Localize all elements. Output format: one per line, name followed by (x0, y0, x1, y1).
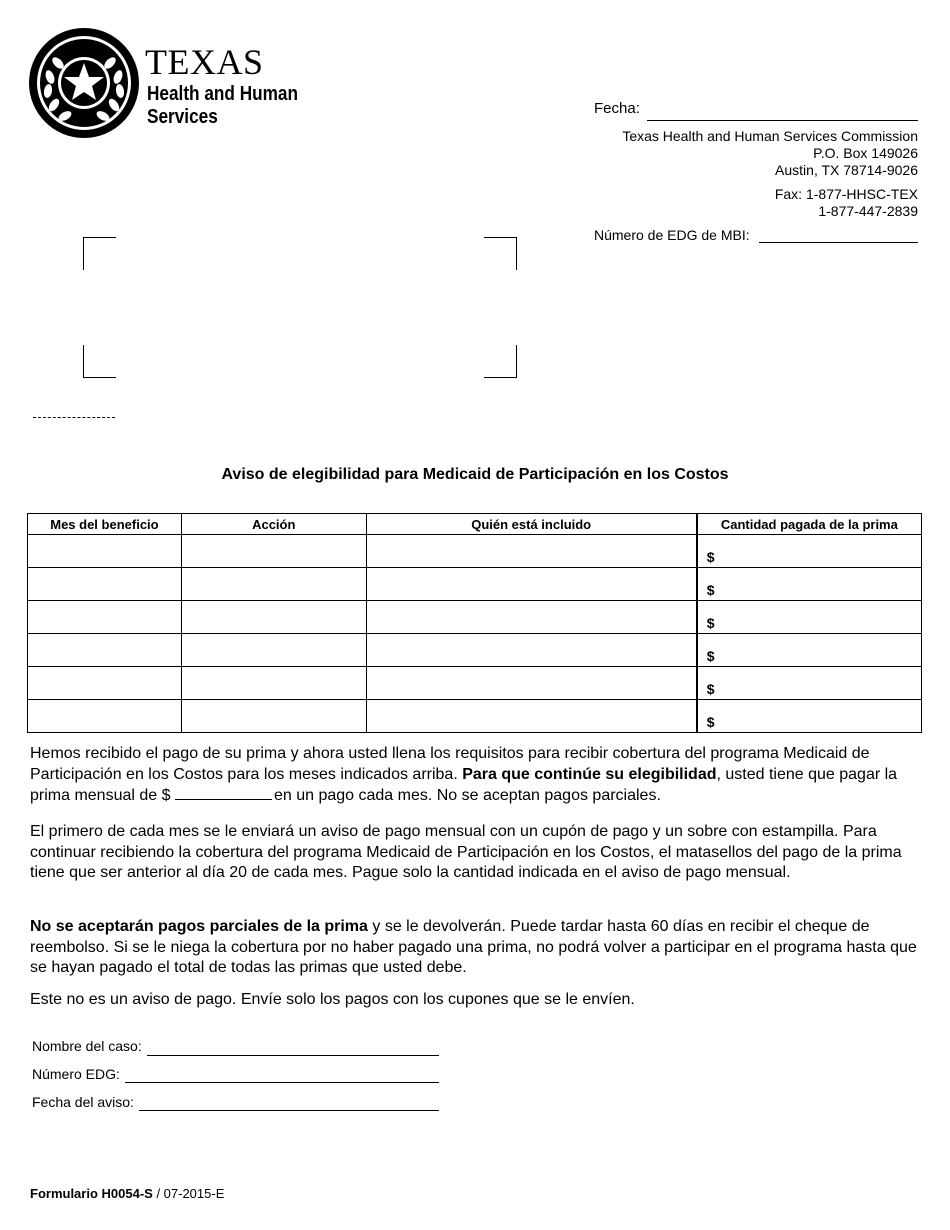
logo-subtitle-line2: Services (147, 106, 218, 128)
paragraph-partial-payments (30, 917, 925, 979)
return-address (622, 128, 918, 179)
table-cell[interactable] (181, 568, 366, 601)
window-corner-top-left (83, 237, 116, 270)
table-cell[interactable] (181, 700, 366, 733)
texas-hhs-seal-icon (28, 27, 140, 139)
form-number-bold: Formulario H0054-S (30, 1186, 153, 1201)
page-title: Aviso de elegibilidad para Medicaid de Participación en los Costos (221, 466, 729, 483)
window-corner-bottom-right (484, 345, 517, 378)
logo-subtitle (147, 83, 298, 129)
premium-amount-cell[interactable]: $ (697, 568, 922, 601)
table-cell[interactable] (366, 667, 697, 700)
form-version: / 07-2015-E (152, 1186, 225, 1201)
table-cell[interactable] (28, 700, 182, 733)
form-number (30, 1186, 224, 1201)
edg-number-field-line[interactable] (125, 1082, 439, 1083)
table-cell[interactable] (28, 634, 182, 667)
edg-number-label: Número EDG: (32, 1066, 120, 1082)
phone-line: 1-877-447-2839 (818, 203, 918, 219)
table-cell[interactable] (366, 535, 697, 568)
paragraph-text: en un pago cada mes. No se aceptan pagos parciales. (273, 787, 661, 804)
table-cell[interactable] (28, 568, 182, 601)
fold-mark (33, 417, 115, 418)
table-cell[interactable] (181, 601, 366, 634)
column-header-who-included: Quién está incluido (366, 514, 697, 535)
case-name-field-line[interactable] (147, 1055, 439, 1056)
column-header-action: Acción (181, 514, 366, 535)
address-line: P.O. Box 149026 (813, 145, 918, 161)
table-row (28, 634, 922, 667)
paragraph-text: , usted tiene que pagar la prima mensual de $ (30, 765, 898, 804)
premium-amount-cell[interactable]: $ (697, 601, 922, 634)
premium-amount-cell[interactable]: $ (697, 634, 922, 667)
window-corner-bottom-left (83, 345, 116, 378)
premium-amount-blank[interactable] (175, 785, 272, 800)
edg-mbi-field-line[interactable] (759, 242, 918, 243)
notice-date-field-line[interactable] (139, 1110, 439, 1111)
paragraph-bold-text: No se aceptarán pagos parciales de la prima (30, 918, 368, 935)
table-cell[interactable] (181, 634, 366, 667)
address-line: Austin, TX 78714-9026 (775, 162, 918, 178)
table-row (28, 535, 922, 568)
table-cell[interactable] (181, 535, 366, 568)
address-line: Texas Health and Human Services Commission (622, 128, 918, 144)
date-label: Fecha: (594, 100, 640, 117)
table-row (28, 601, 922, 634)
table-row (28, 700, 922, 733)
date-field-line[interactable] (647, 120, 918, 121)
paragraph-eligibility (30, 744, 925, 807)
table-cell[interactable] (366, 634, 697, 667)
paragraph-text: Hemos recibido el pago de su prima y ahora usted llena los requisitos para recibir cobertura del programa Medicaid de Participación en los Costos para los meses indicados arriba. (30, 745, 870, 783)
column-header-benefit-month: Mes del beneficio (28, 514, 182, 535)
table-cell[interactable] (181, 667, 366, 700)
premium-amount-cell[interactable]: $ (697, 535, 922, 568)
table-cell[interactable] (366, 568, 697, 601)
table-row (28, 568, 922, 601)
premium-amount-cell[interactable]: $ (697, 667, 922, 700)
paragraph-bold-text: Para que continúe su elegibilidad (462, 765, 717, 783)
paragraph-monthly-notice: El primero de cada mes se le enviará un aviso de pago mensual con un cupón de pago y un sobre con estampilla. Para continuar recibiendo la cobertura del programa Medicaid de Participación en los Costos, el matasellos del pago de la prima tiene que ser anterior al día 20 de cada mes. Pague solo la cantidad indicada en el aviso de pago mensual. (30, 823, 902, 881)
window-corner-top-right (484, 237, 517, 270)
paragraph-not-payment-notice: Este no es un aviso de pago. Envíe solo los pagos con los cupones que se le envíen. (30, 991, 635, 1008)
logo-subtitle-line1: Health and Human (147, 83, 298, 105)
benefits-table (27, 513, 922, 733)
notice-date-label: Fecha del aviso: (32, 1094, 134, 1110)
table-cell[interactable] (366, 700, 697, 733)
fax-block (775, 186, 918, 220)
paragraph-text: y se le devolverán. Puede tardar hasta 60 días en recibir el cheque de reembolso. Si se le niega la cobertura por no haber pagado una prima, no podrá volver a participar en el programa hasta que se hayan pagado el total de todas las primas que usted debe. (30, 918, 917, 976)
edg-mbi-label: Número de EDG de MBI: (594, 227, 750, 243)
column-header-premium-amount: Cantidad pagada de la prima (697, 514, 922, 535)
table-cell[interactable] (366, 601, 697, 634)
case-name-label: Nombre del caso: (32, 1038, 142, 1054)
table-header-row (28, 514, 922, 535)
fax-line: Fax: 1-877-HHSC-TEX (774, 186, 918, 202)
premium-amount-cell[interactable]: $ (697, 700, 922, 733)
table-cell[interactable] (28, 535, 182, 568)
table-cell[interactable] (28, 667, 182, 700)
table-cell[interactable] (28, 601, 182, 634)
table-row (28, 667, 922, 700)
logo-title: TEXAS (145, 42, 264, 82)
